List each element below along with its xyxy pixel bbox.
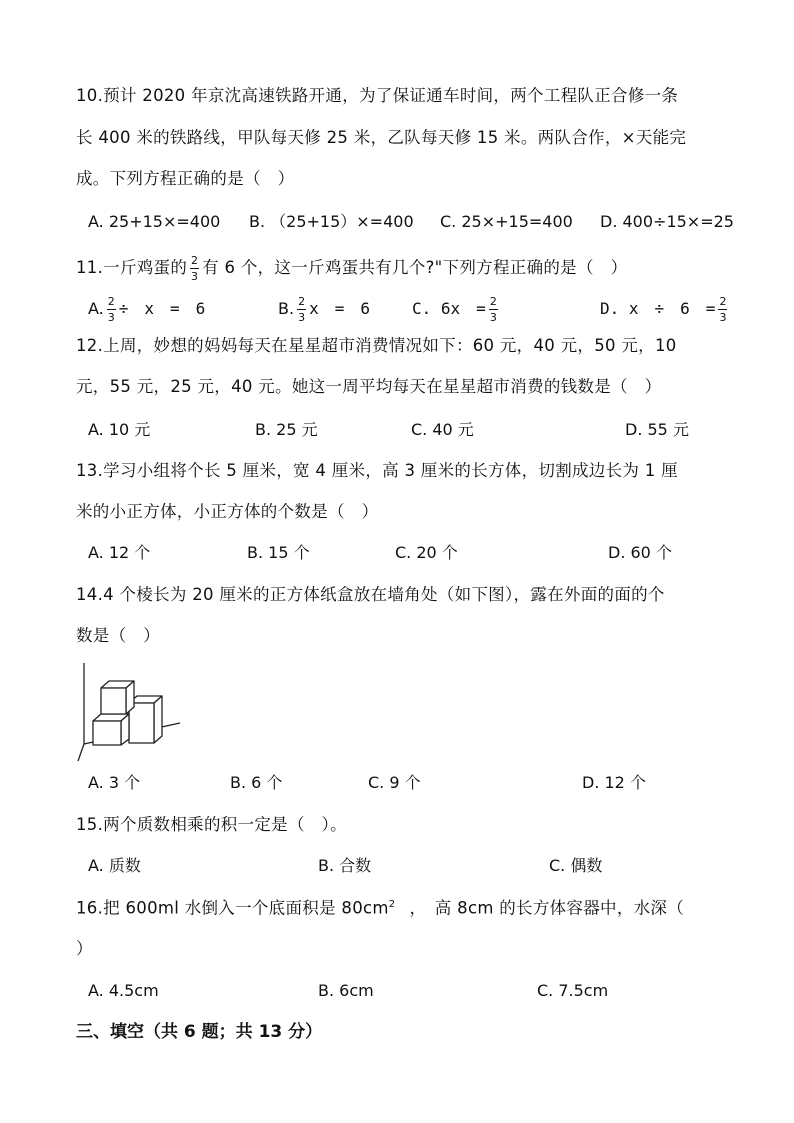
- q16-option-c: C. 7.5cm: [537, 981, 609, 1000]
- q11-option-d: [600, 296, 730, 323]
- q13-option-c: C. 20 个: [395, 543, 458, 562]
- option-label: A.: [88, 299, 104, 318]
- q13-option-d: D. 60 个: [608, 543, 672, 562]
- fraction-numerator: 2: [719, 295, 727, 308]
- q12-option-a: A. 10 元: [88, 420, 151, 439]
- q11-option-d-fraction: [718, 296, 727, 323]
- fraction-denominator: 3: [190, 270, 199, 283]
- q15-option-a: A. 质数: [88, 856, 141, 875]
- q10-line2: 长 400 米的铁路线，甲队每天修 25 米，乙队每天修 15 米。两队合作，×天能完: [76, 128, 687, 147]
- q12-line2: 元，55 元，25 元，40 元。她这一周平均每天在星星超市消费的钱数是（ ）: [76, 377, 662, 396]
- q16-option-a: A. 4.5cm: [88, 981, 159, 1000]
- q14-line2: 数是（ ）: [76, 626, 160, 645]
- fraction-denominator: 3: [107, 311, 115, 324]
- q11-option-b-expr: x = 6: [309, 299, 370, 318]
- q10-line3: 成。下列方程正确的是（ ）: [76, 169, 295, 188]
- q10-option-a: A. 25+15×=400: [88, 212, 221, 231]
- q10-option-b: B. （25+15）×=400: [249, 212, 414, 231]
- q16-line1: [76, 900, 684, 917]
- q11-option-a-fraction: [107, 296, 116, 323]
- q12-line1: 12.上周，妙想的妈妈每天在星星超市消费情况如下：60 元，40 元，50 元，10: [76, 336, 677, 355]
- q12-option-b: B. 25 元: [255, 420, 318, 439]
- fraction-numerator: 2: [107, 295, 115, 308]
- option-label: B.: [278, 299, 295, 318]
- q11-stem-pre: 11.一斤鸡蛋的: [76, 258, 188, 277]
- q13-option-a: A. 12 个: [88, 543, 151, 562]
- q12-option-d: D. 55 元: [625, 420, 689, 439]
- q10-line1: 10.预计 2020 年京沈高速铁路开通，为了保证通车时间，两个工程队正合修一条: [76, 86, 679, 105]
- q14-option-b: B. 6 个: [230, 773, 283, 792]
- q10-option-c: C. 25×+15=400: [440, 212, 573, 231]
- q15-line1: 15.两个质数相乘的积一定是（ ）。: [76, 815, 347, 834]
- q11-option-c-fraction: [489, 296, 498, 323]
- fraction-denominator: 3: [489, 311, 497, 324]
- q12-option-c: C. 40 元: [411, 420, 474, 439]
- q15-option-c: C. 偶数: [549, 856, 603, 875]
- q14-option-d: D. 12 个: [582, 773, 646, 792]
- q16-superscript: 2: [388, 899, 396, 910]
- q16-line2: ）: [76, 939, 93, 958]
- q11-stem: [76, 255, 627, 282]
- q11-option-c-expr: C. 6x =: [412, 299, 486, 318]
- q14-option-a: A. 3 个: [88, 773, 141, 792]
- section-three-heading: 三、填空（共 6 题；共 13 分）: [76, 1022, 323, 1042]
- fraction-numerator: 2: [190, 254, 199, 267]
- q13-line2: 米的小正方体，小正方体的个数是（ ）: [76, 502, 379, 521]
- q11-stem-post: 有 6 个，这一斤鸡蛋共有几个?"下列方程正确的是（ ）: [202, 258, 628, 277]
- q14-option-c: C. 9 个: [368, 773, 421, 792]
- q11-option-b: [278, 296, 370, 323]
- fraction-numerator: 2: [489, 295, 497, 308]
- q13-line1: 13.学习小组将个长 5 厘米，宽 4 厘米，高 3 厘米的长方体，切割成边长为 1 厘: [76, 461, 678, 480]
- q10-option-d: D. 400÷15×=25: [600, 212, 734, 231]
- stacked-cubes-figure: [74, 658, 186, 764]
- q14-line1: 14.4 个棱长为 20 厘米的正方体纸盒放在墙角处（如下图），露在外面的面的个: [76, 585, 665, 604]
- q16-option-b: B. 6cm: [318, 981, 374, 1000]
- q15-option-b: B. 合数: [318, 856, 372, 875]
- q16-line1-start: 16.把 600ml 水倒入一个底面积是 80cm: [76, 898, 389, 918]
- q11-fraction: [190, 255, 199, 282]
- fraction-denominator: 3: [298, 311, 306, 324]
- q16-line1-end: ， 高 8cm 的长方体容器中，水深（: [409, 898, 685, 918]
- q11-option-a: [88, 296, 205, 323]
- q11-option-c: [412, 296, 501, 323]
- fraction-numerator: 2: [298, 295, 306, 308]
- q13-option-b: B. 15 个: [247, 543, 310, 562]
- fraction-denominator: 3: [719, 311, 727, 324]
- q11-option-d-expr: D. x ÷ 6 =: [600, 299, 716, 318]
- q11-option-b-fraction: [297, 296, 306, 323]
- q11-option-a-expr: ÷ x = 6: [118, 299, 206, 318]
